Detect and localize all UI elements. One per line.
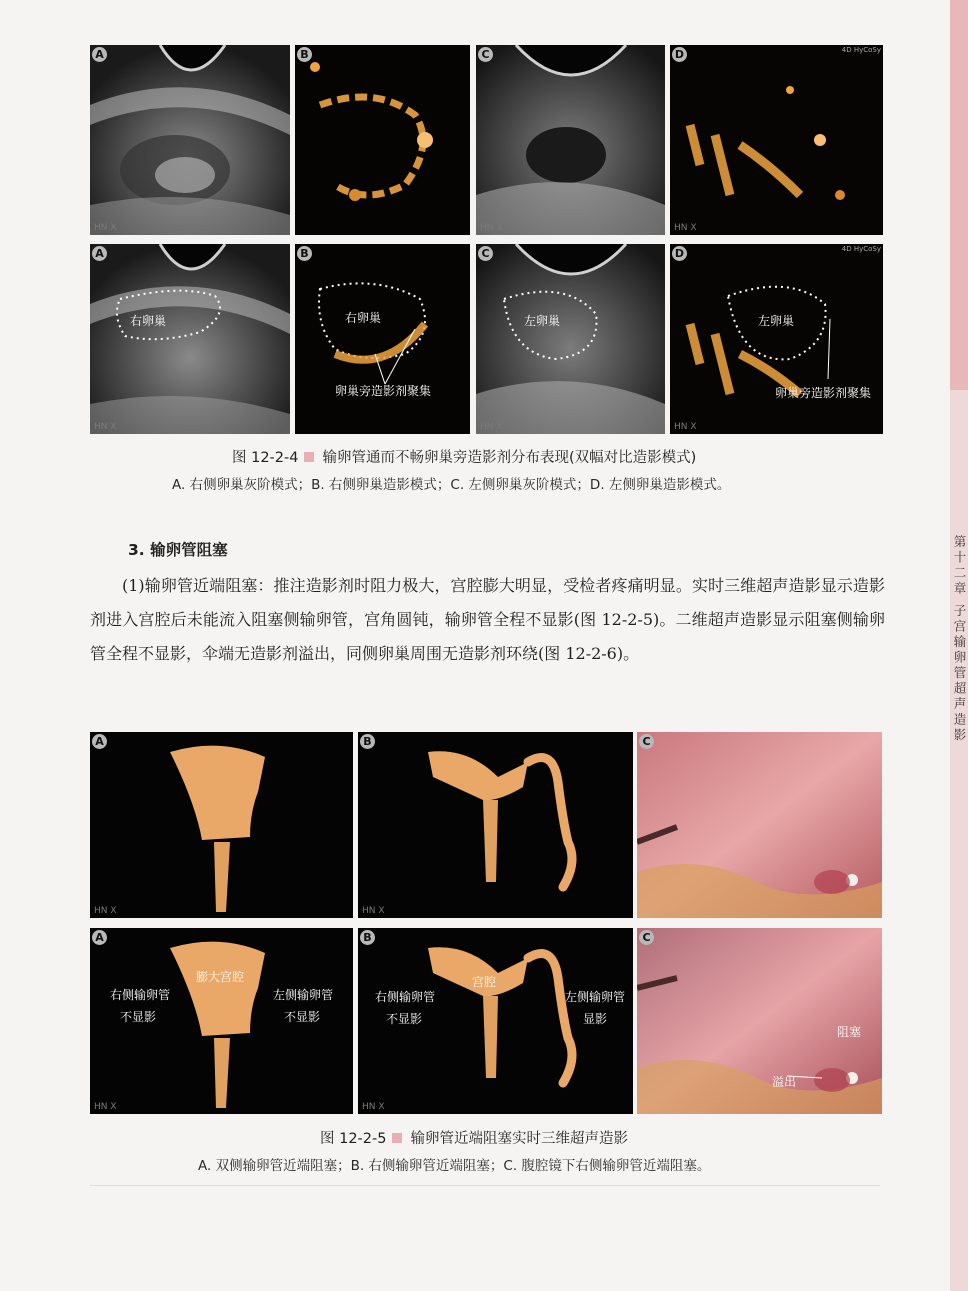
label-overflow: 溢出 xyxy=(772,1075,797,1089)
watermark: HN X xyxy=(480,422,503,432)
panel-label: C xyxy=(639,930,654,945)
label-left-ovary: 左卵巢 xyxy=(524,314,561,328)
label-right-tube: 右侧输卵管 xyxy=(110,988,171,1002)
figure-subcaption: A. 右侧卵巢灰阶模式；B. 右侧卵巢造影模式；C. 左侧卵巢灰阶模式；D. 左侧卵巢造影模式。 xyxy=(172,477,731,493)
panel-label: B xyxy=(360,930,375,945)
section-heading: 3. 输卵管阻塞 xyxy=(128,541,228,559)
label-blockage: 阻塞 xyxy=(837,1025,862,1039)
label-left-tube: 左侧输卵管 xyxy=(565,990,626,1004)
watermark: HN X xyxy=(94,422,117,432)
render-a-bottom xyxy=(90,928,353,1114)
watermark: HN X xyxy=(94,906,117,916)
laparoscopy-c-bottom xyxy=(637,928,882,1114)
label-right-ovary: 右卵巢 xyxy=(345,311,382,325)
panel-label: B xyxy=(297,246,312,261)
label-left-not-shown: 不显影 xyxy=(284,1010,321,1024)
watermark: HN X xyxy=(674,223,697,233)
render-a-top xyxy=(90,732,353,918)
label-right-tube: 右侧输卵管 xyxy=(375,990,436,1004)
panel-label: C xyxy=(478,47,493,62)
figure-caption-title xyxy=(320,1127,628,1148)
label-uterine-cavity: 宫腔 xyxy=(472,975,497,989)
label-right-not-shown: 不显影 xyxy=(120,1010,157,1024)
contrast-d-bottom xyxy=(670,244,883,434)
watermark: HN X xyxy=(674,422,697,432)
ultrasound-c-top xyxy=(476,45,665,235)
footer-rule xyxy=(90,1185,880,1186)
figure-number: 图 12-2-4 xyxy=(232,450,299,466)
label-left-ovary: 左卵巢 xyxy=(758,314,795,328)
render-b-top xyxy=(358,732,633,918)
label-enlarged-uterine-cavity: 膨大宫腔 xyxy=(196,970,245,984)
panel-label: C xyxy=(478,246,493,261)
panel-label: A xyxy=(92,246,107,261)
watermark: HN X xyxy=(480,223,503,233)
mode-corner-text: 4D HyCoSy xyxy=(841,245,881,253)
caption-marker xyxy=(392,1133,402,1143)
ultrasound-a-bottom xyxy=(90,244,290,434)
panel-label: B xyxy=(360,734,375,749)
panel-label: A xyxy=(92,734,107,749)
panel-label: D xyxy=(672,47,687,62)
body-paragraph: (1)输卵管近端阻塞：推注造影剂时阻力极大，宫腔膨大明显，受检者疼痛明显。实时三维超声造影显示造影剂进入宫腔后未能流入阻塞侧输卵管，宫角圆钝，输卵管全程不显影(图 12-2-5)。二维超声造影显示阻塞侧输卵管全程不显影，伞端无造影剂溢出，同侧卵巢周围无造影剂环绕(图 12-2-6)。 xyxy=(90,576,885,663)
label-left-shown: 显影 xyxy=(583,1012,608,1026)
ultrasound-a-top xyxy=(90,45,290,235)
label-right-ovary: 右卵巢 xyxy=(130,314,167,328)
figure-caption-title xyxy=(232,446,696,467)
watermark: HN X xyxy=(94,1102,117,1112)
contrast-b-top xyxy=(295,45,470,235)
figure-number: 图 12-2-5 xyxy=(320,1131,387,1147)
label-peri-ovarian-left: 卵巢旁造影剂聚集 xyxy=(775,386,872,400)
chapter-side-label: 第十二章 子宫输卵管超声造影 xyxy=(952,535,967,744)
panel-label: B xyxy=(297,47,312,62)
contrast-d-top xyxy=(670,45,883,235)
figure-title: 输卵管通而不畅卵巢旁造影剂分布表现(双幅对比造影模式) xyxy=(322,450,697,466)
panel-label: C xyxy=(639,734,654,749)
label-left-tube: 左侧输卵管 xyxy=(273,988,334,1002)
panel-label: A xyxy=(92,47,107,62)
caption-marker xyxy=(304,452,314,462)
render-b-bottom xyxy=(358,928,633,1114)
watermark: HN X xyxy=(362,906,385,916)
contrast-b-bottom xyxy=(295,244,470,434)
figure-title: 输卵管近端阻塞实时三维超声造影 xyxy=(410,1131,628,1147)
panel-label: D xyxy=(672,246,687,261)
label-peri-ovarian-right: 卵巢旁造影剂聚集 xyxy=(335,384,432,398)
watermark: HN X xyxy=(362,1102,385,1112)
panel-label: A xyxy=(92,930,107,945)
laparoscopy-c-top xyxy=(637,732,882,918)
watermark: HN X xyxy=(94,223,117,233)
figure-subcaption: A. 双侧输卵管近端阻塞；B. 右侧输卵管近端阻塞；C. 腹腔镜下右侧输卵管近端阻塞。 xyxy=(198,1158,711,1174)
ultrasound-c-bottom xyxy=(476,244,665,434)
mode-corner-text: 4D HyCoSy xyxy=(841,46,881,54)
label-right-not-shown: 不显影 xyxy=(386,1012,423,1026)
